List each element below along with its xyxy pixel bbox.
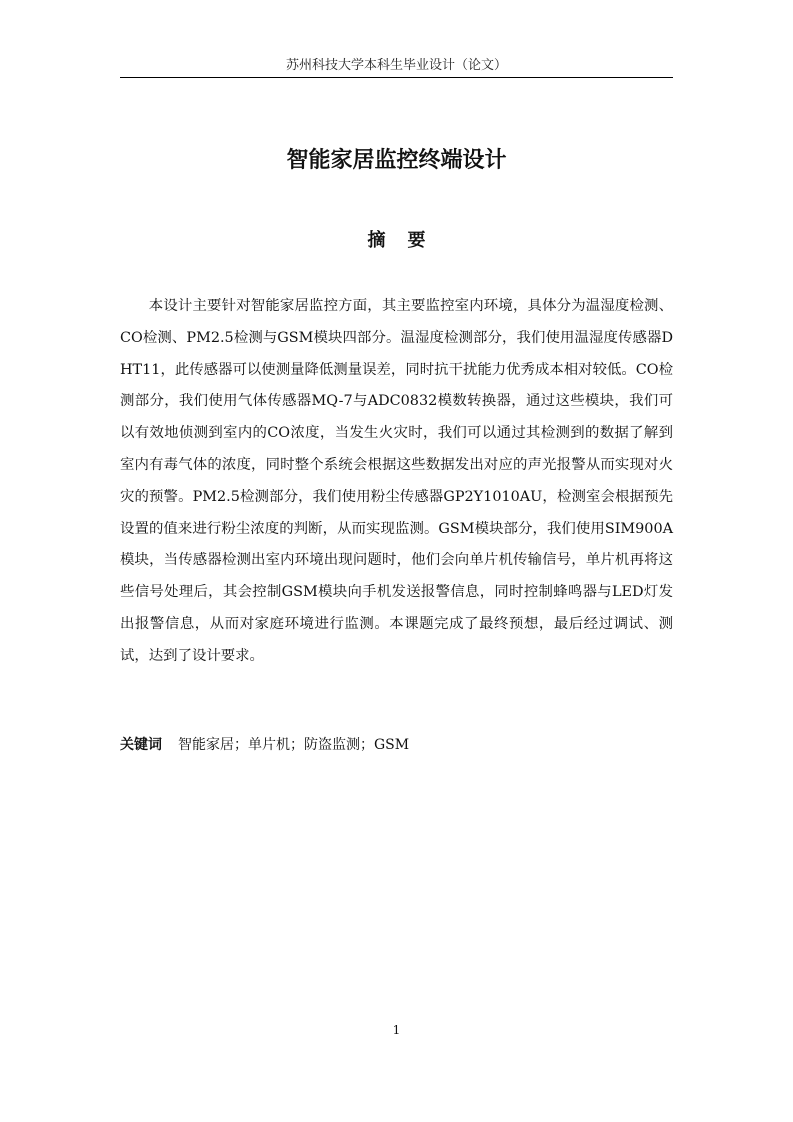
page-number: 1 <box>392 1023 401 1037</box>
header-divider <box>120 77 673 78</box>
keywords-line <box>120 734 673 756</box>
document-title: 智能家居监控终端设计 <box>286 148 507 173</box>
keywords-value: 智能家居；单片机；防盗监测；GSM <box>178 737 410 753</box>
running-header: 苏州科技大学本科生毕业设计（论文） <box>285 58 507 73</box>
abstract-heading: 摘要 <box>367 230 448 251</box>
keywords-label: 关键词 <box>120 737 162 753</box>
abstract-body: 本设计主要针对智能家居监控方面，其主要监控室内环境，具体分为温湿度检测、CO检测、PM2.5检测与GSM模块四部分。温湿度检测部分，我们使用温湿度传感器DHT11，此传感器可以使测量降低测量误差，同时抗干扰能力优秀成本相对较低。CO检测部分，我们使用气体传感器MQ-7与ADC0832模数转换器，通过这些模块，我们可以有效地侦测到室内的CO浓度，当发生火灾时，我们可以通过其检测到的数据了解到室内有毒气体的浓度，同时整个系统会根据这些数据发出对应的声光报警从而实现对火灾的预警。PM2.5检测部分，我们使用粉尘传感器GP2Y1010AU，检测室会根据预先设置的值来进行粉尘浓度的判断，从而实现监测。GSM模块部分，我们使用SIM900A模块，当传感器检测出室内环境出现问题时，他们会向单片机传输信号，单片机再将这些信号处理后，其会控制GSM模块向手机发送报警信息，同时控制蜂鸣器与LED灯发出报警信息，从而对家庭环境进行监测。本课题完成了最终预想，最后经过调试、测试，达到了设计要求。 <box>120 298 673 664</box>
